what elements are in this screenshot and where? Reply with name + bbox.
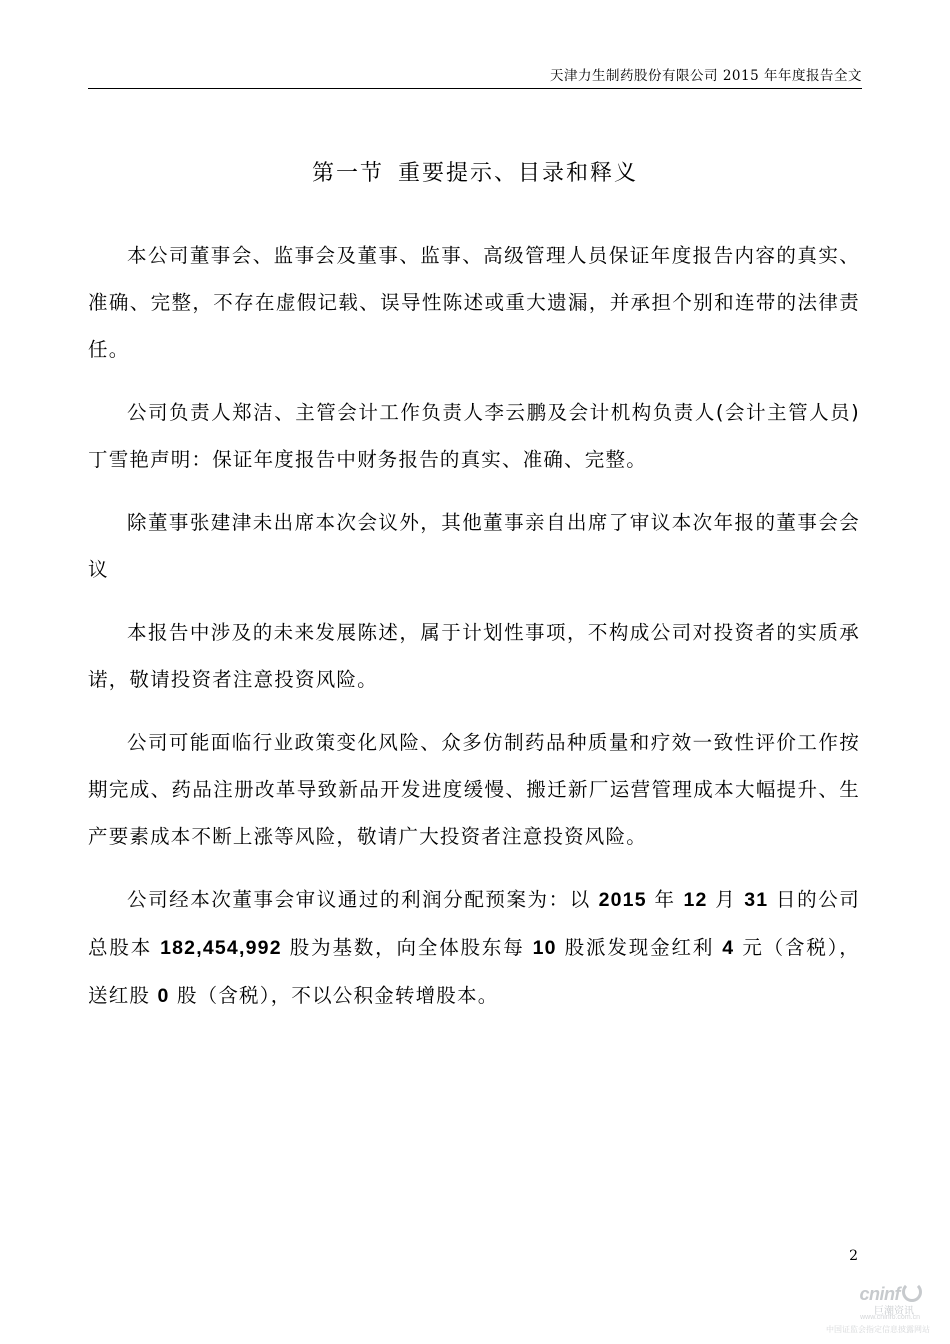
dividend-day: 31 (744, 889, 769, 911)
dividend-cash: 4 (722, 937, 735, 959)
watermark-brand: cninf (860, 1282, 923, 1305)
dividend-text-4: 日的公司总股本 (88, 888, 861, 959)
header-title: 天津力生制药股份有限公司 2015 年年度报告全文 (550, 68, 862, 84)
section-title (0, 156, 950, 187)
watermark-url: www.cninfo.com.cn (860, 1314, 920, 1321)
section-number: 第一节 (311, 161, 384, 186)
dividend-month: 12 (683, 889, 708, 911)
dividend-text-5: 股为基数，向全体股东每 (281, 936, 533, 959)
cninfo-watermark (810, 1282, 930, 1338)
dividend-text-1: 公司经本次董事会审议通过的利润分配预案为：以 (127, 888, 599, 911)
dividend-text-2: 年 (646, 888, 684, 911)
section-heading: 重要提示、目录和释义 (398, 161, 639, 186)
page-header (88, 62, 862, 89)
paragraph-forward-looking: 本报告中涉及的未来发展陈述，属于计划性事项，不构成公司对投资者的实质承诺，敬请投资者注意投资风险。 (88, 621, 860, 691)
cninfo-logo-icon (902, 1282, 922, 1302)
dividend-shares: 182,454,992 (160, 937, 282, 959)
paragraph-responsibility: 本公司董事会、监事会及董事、监事、高级管理人员保证年度报告内容的真实、准确、完整，不存在虚假记载、误导性陈述或重大遗漏，并承担个别和连带的法律责任。 (88, 244, 860, 361)
watermark-sub: 巨潮资讯 (874, 1306, 914, 1317)
paragraph-risks: 公司可能面临行业政策变化风险、众多仿制药品种质量和疗效一致性评价工作按期完成、药品注册改革导致新品开发进度缓慢、搬迁新厂运营管理成本大幅提升、生产要素成本不断上涨等风险，敬请广大投资者注意投资风险。 (88, 731, 860, 848)
dividend-text-8: 股（含税），不以公积金转增股本。 (169, 984, 499, 1007)
page-number: 2 (849, 1248, 858, 1264)
dividend-text-3: 月 (707, 888, 745, 911)
paragraph-attendance: 除董事张建津未出席本次会议外，其他董事亲自出席了审议本次年报的董事会会议 (88, 511, 860, 581)
document-body (88, 232, 860, 1036)
paragraph-dividend-plan (88, 876, 860, 1020)
dividend-year: 2015 (598, 889, 647, 911)
watermark-line: 中国证监会指定信息披露网站 (826, 1325, 930, 1334)
dividend-text-6: 股派发现金红利 (556, 936, 723, 959)
dividend-per-shares: 10 (532, 937, 557, 959)
dividend-bonus-shares: 0 (157, 985, 170, 1007)
dividend-text-7: 元（含税），送红股 (88, 936, 861, 1007)
paragraph-declaration: 公司负责人郑洁、主管会计工作负责人李云鹏及会计机构负责人(会计主管人员)丁雪艳声明：保证年度报告中财务报告的真实、准确、完整。 (88, 401, 860, 471)
